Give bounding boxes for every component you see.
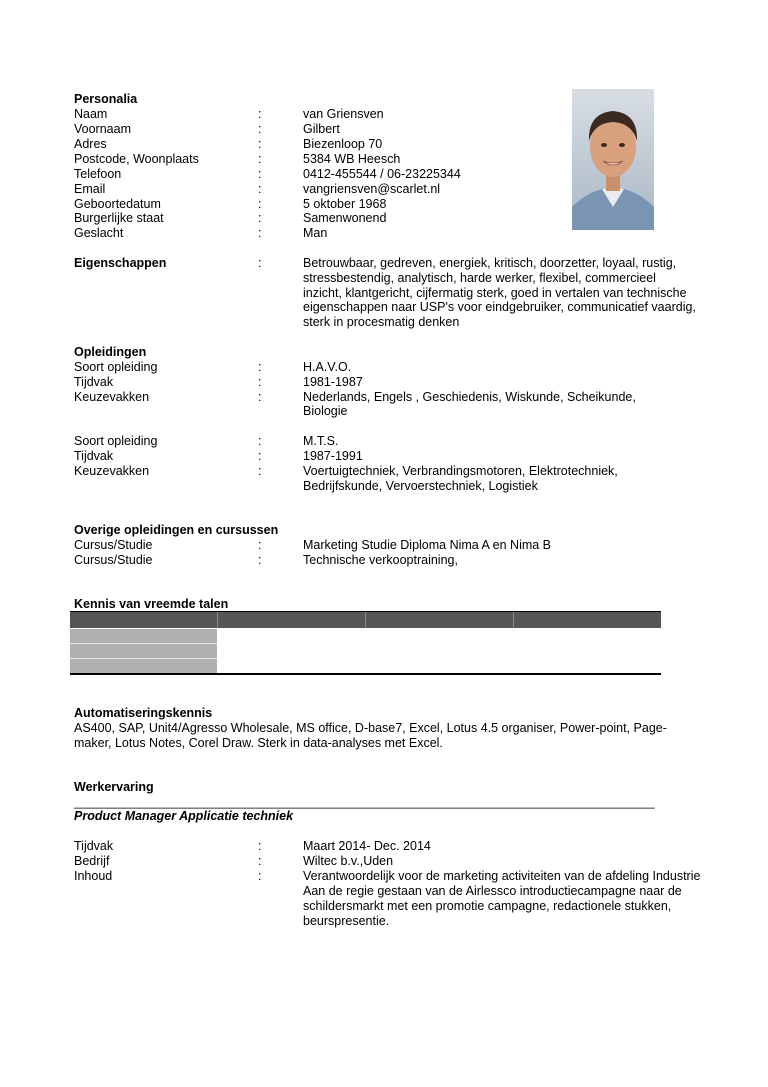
column-divider — [513, 612, 514, 628]
cursus-value: Technische verkooptraining, — [303, 553, 458, 567]
telefoon-value: 0412-455544 / 06-23225344 — [303, 167, 461, 181]
tijdvak-label: Tijdvak — [74, 449, 114, 463]
soort-opleiding-value: M.T.S. — [303, 434, 339, 448]
cursus-label: Cursus/Studie — [74, 553, 153, 567]
table-bottom-rule — [70, 673, 661, 675]
portrait-image — [572, 89, 654, 230]
job-inhoud-line: beurspresentie. — [303, 914, 390, 928]
postcode-label: Postcode, Woonplaats — [74, 152, 199, 166]
table-cell — [70, 659, 217, 673]
tijdvak-label: Tijdvak — [74, 375, 114, 389]
colon: : — [258, 167, 262, 181]
job-tijdvak-value: Maart 2014- Dec. 2014 — [303, 839, 431, 853]
voornaam-value: Gilbert — [303, 122, 340, 136]
postcode-value: 5384 WB Heesch — [303, 152, 401, 166]
colon: : — [258, 107, 262, 121]
colon: : — [258, 869, 262, 883]
table-cell — [70, 644, 217, 658]
soort-opleiding-label: Soort opleiding — [74, 360, 158, 374]
colon: : — [258, 464, 262, 478]
keuzevakken-label: Keuzevakken — [74, 390, 150, 404]
colon: : — [258, 538, 262, 552]
job-inhoud-line: schildersmarkt met een promotie campagne, redactionele stukken, — [303, 899, 672, 913]
geslacht-label: Geslacht — [74, 226, 124, 240]
colon: : — [258, 152, 262, 166]
colon: : — [258, 553, 262, 567]
cursus-label: Cursus/Studie — [74, 538, 153, 552]
colon: : — [258, 256, 262, 270]
job-bedrijf-label: Bedrijf — [74, 854, 110, 868]
colon: : — [258, 211, 262, 225]
colon: : — [258, 434, 262, 448]
column-divider — [365, 612, 366, 628]
colon: : — [258, 197, 262, 211]
voornaam-label: Voornaam — [74, 122, 131, 136]
colon: : — [258, 182, 262, 196]
colon: : — [258, 449, 262, 463]
email-label: Email — [74, 182, 106, 196]
job-tijdvak-label: Tijdvak — [74, 839, 114, 853]
adres-label: Adres — [74, 137, 107, 151]
table-cell — [70, 629, 217, 643]
job-inhoud-label: Inhoud — [74, 869, 113, 883]
job-inhoud-line: Aan de regie gestaan van de Airlessco introductiecampagne naar de — [303, 884, 682, 898]
tijdvak-value: 1987-1991 — [303, 449, 363, 463]
burgerlijke-staat-value: Samenwonend — [303, 211, 387, 225]
eigenschappen-line: inzicht, klantgericht, cijfermatig sterk, goed in vertalen van technische — [303, 286, 687, 300]
naam-label: Naam — [74, 107, 108, 121]
geslacht-value: Man — [303, 226, 328, 240]
geboortedatum-label: Geboortedatum — [74, 197, 161, 211]
burgerlijke-staat-label: Burgerlijke staat — [74, 211, 164, 225]
keuzevakken-line: Bedrijfskunde, Vervoerstechniek, Logistiek — [303, 479, 538, 493]
soort-opleiding-label: Soort opleiding — [74, 434, 158, 448]
personalia-heading: Personalia — [74, 92, 138, 106]
telefoon-label: Telefoon — [74, 167, 122, 181]
geboortedatum-value: 5 oktober 1968 — [303, 197, 387, 211]
profile-photo — [572, 89, 654, 230]
keuzevakken-line: Voertuigtechniek, Verbrandingsmotoren, Elektrotechniek, — [303, 464, 618, 478]
werkervaring-heading: Werkervaring — [74, 780, 154, 794]
talen-heading: Kennis van vreemde talen — [74, 597, 229, 611]
colon: : — [258, 360, 262, 374]
keuzevakken-line: Biologie — [303, 404, 348, 418]
colon: : — [258, 226, 262, 240]
eigenschappen-line: sterk in procesmatig denken — [303, 315, 460, 329]
eigenschappen-line: eigenschappen naar USP's voor eindgebruiker, communicatief vaardig, — [303, 300, 696, 314]
colon: : — [258, 375, 262, 389]
colon: : — [258, 137, 262, 151]
adres-value: Biezenloop 70 — [303, 137, 383, 151]
keuzevakken-label: Keuzevakken — [74, 464, 150, 478]
eigenschappen-heading: Eigenschappen — [74, 256, 167, 270]
job-inhoud-line: Verantwoordelijk voor de marketing activiteiten van de afdeling Industrie — [303, 869, 701, 883]
automatisering-line: maker, Lotus Notes, Corel Draw. Sterk in data-analyses met Excel. — [74, 736, 443, 750]
colon: : — [258, 839, 262, 853]
job-bedrijf-value: Wiltec b.v.,Uden — [303, 854, 394, 868]
overige-heading: Overige opleidingen en cursussen — [74, 523, 279, 537]
email-value: vangriensven@scarlet.nl — [303, 182, 441, 196]
eigenschappen-line: stressbestendig, analytisch, harde werker, flexibel, commercieel — [303, 271, 656, 285]
automatisering-heading: Automatiseringskennis — [74, 706, 213, 720]
naam-value: van Griensven — [303, 107, 384, 121]
job-title: Product Manager Applicatie techniek — [74, 809, 294, 823]
column-divider — [217, 612, 218, 628]
colon: : — [258, 854, 262, 868]
opleidingen-heading: Opleidingen — [74, 345, 147, 359]
eigenschappen-line: Betrouwbaar, gedreven, energiek, kritisch, doorzetter, loyaal, rustig, — [303, 256, 677, 270]
automatisering-line: AS400, SAP, Unit4/Agresso Wholesale, MS office, D-base7, Excel, Lotus 4.5 organiser, Power-point, Page- — [74, 721, 667, 735]
section-rule: _______________________________________________________________________________________ — [74, 795, 655, 809]
colon: : — [258, 390, 262, 404]
cursus-value: Marketing Studie Diploma Nima A en Nima B — [303, 538, 552, 552]
colon: : — [258, 122, 262, 136]
keuzevakken-line: Nederlands, Engels , Geschiedenis, Wiskunde, Scheikunde, — [303, 390, 636, 404]
tijdvak-value: 1981-1987 — [303, 375, 363, 389]
soort-opleiding-value: H.A.V.O. — [303, 360, 352, 374]
